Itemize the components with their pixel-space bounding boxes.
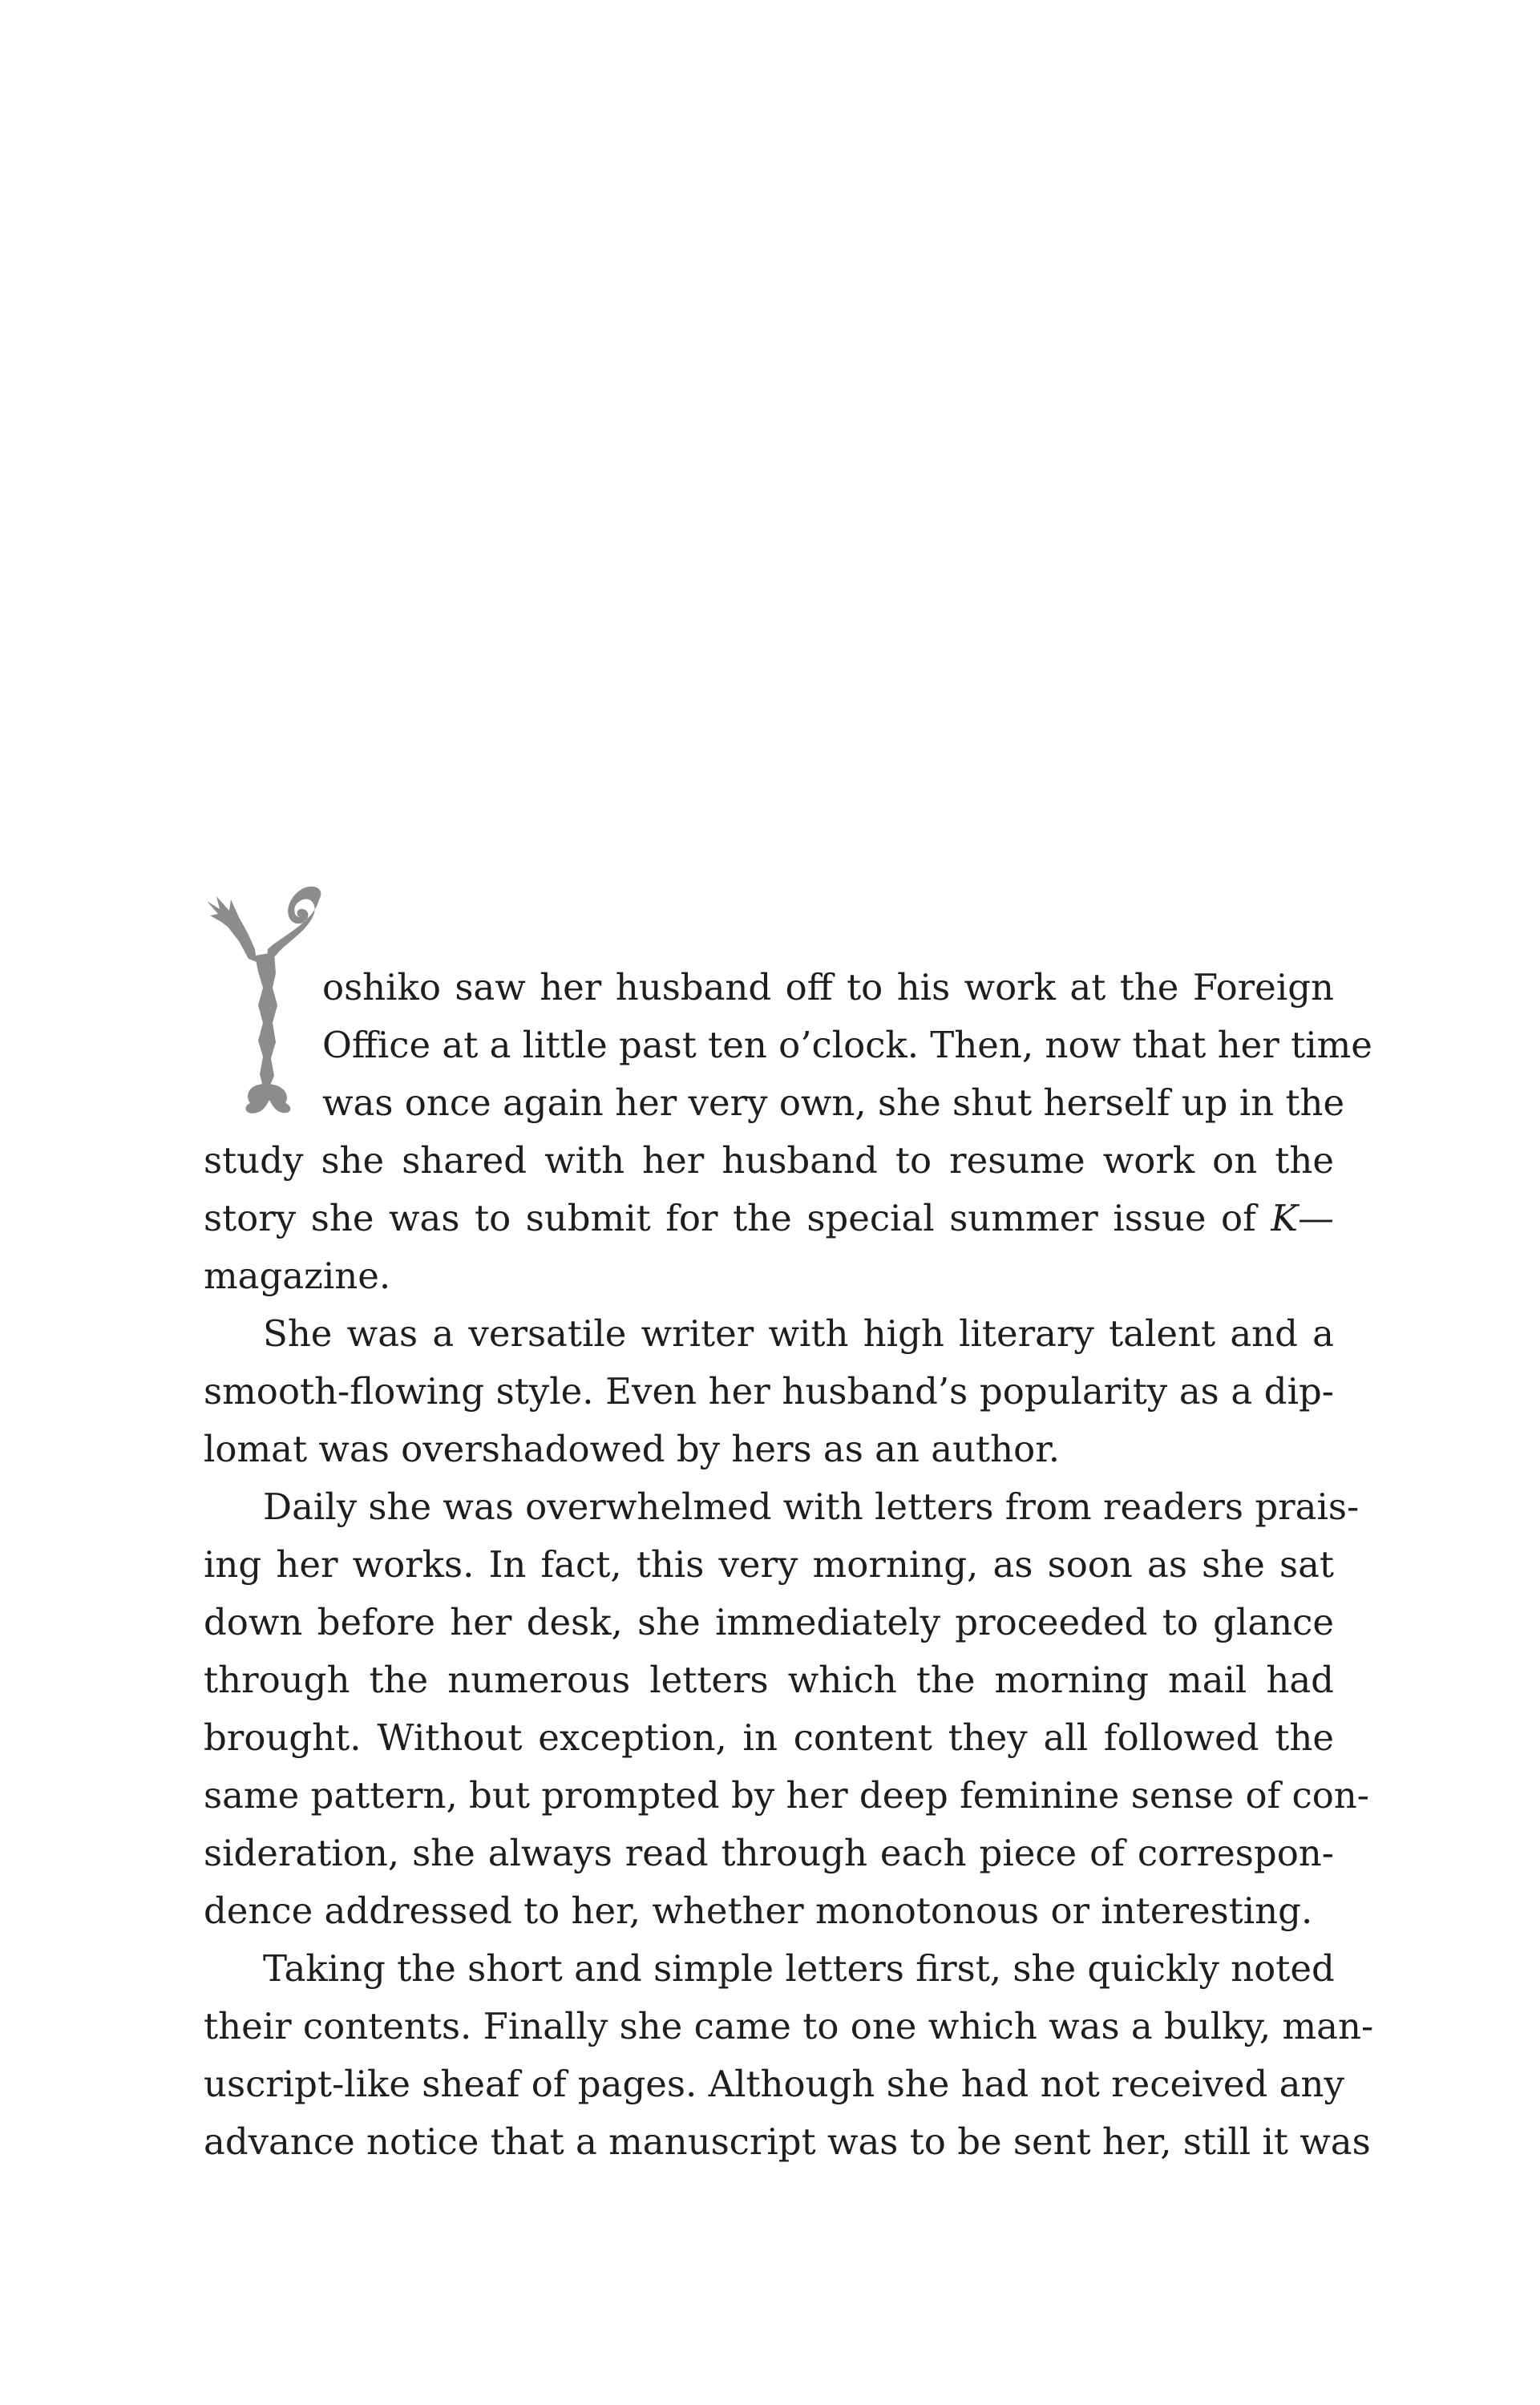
text-line: sideration, she always read through each piece of correspon- xyxy=(204,1832,1334,1874)
text-line: Taking the short and simple letters first, she quickly noted xyxy=(263,1947,1335,1990)
text-line: lomat was overshadowed by hers as an author. xyxy=(204,1428,1061,1470)
text-line: Daily she was overwhelmed with letters from readers prais- xyxy=(263,1485,1360,1528)
text-line: ing her works. In fact, this very morning, as soon as she sat xyxy=(204,1543,1334,1586)
text-line: smooth-flowing style. Even her husband’s popularity as a dip- xyxy=(204,1370,1334,1413)
text-line: oshiko saw her husband off to his work at the Foreign xyxy=(322,966,1334,1008)
text-line: through the numerous letters which the morning mail had xyxy=(204,1659,1334,1701)
text-line: advance notice that a manuscript was to be sent her, still it was xyxy=(204,2120,1371,2163)
text-line: same pattern, but prompted by her deep feminine sense of con- xyxy=(204,1774,1369,1817)
text-line: She was a versatile writer with high literary talent and a xyxy=(263,1312,1334,1355)
text-line: down before her desk, she immediately proceeded to glance xyxy=(204,1601,1334,1643)
text-line: brought. Without exception, in content they all followed the xyxy=(204,1716,1334,1759)
magazine-title: K— xyxy=(1271,1197,1334,1239)
text-line: Office at a little past ten o’clock. Then, now that her time xyxy=(322,1024,1372,1066)
text-fragment: story she was to submit for the special summer issue of xyxy=(204,1197,1256,1239)
text-line-with-italic xyxy=(204,1190,1334,1247)
text-line: was once again her very own, she shut herself up in the xyxy=(322,1081,1345,1124)
text-line: magazine. xyxy=(204,1255,391,1297)
text-line: uscript-like sheaf of pages. Although she had not received any xyxy=(204,2063,1344,2105)
text-line: dence addressed to her, whether monotonous or interesting. xyxy=(204,1890,1313,1932)
body-text xyxy=(204,959,1374,2171)
text-line: study she shared with her husband to resume work on the xyxy=(204,1139,1334,1182)
text-line: their contents. Finally she came to one which was a bulky, man- xyxy=(204,2005,1374,2047)
